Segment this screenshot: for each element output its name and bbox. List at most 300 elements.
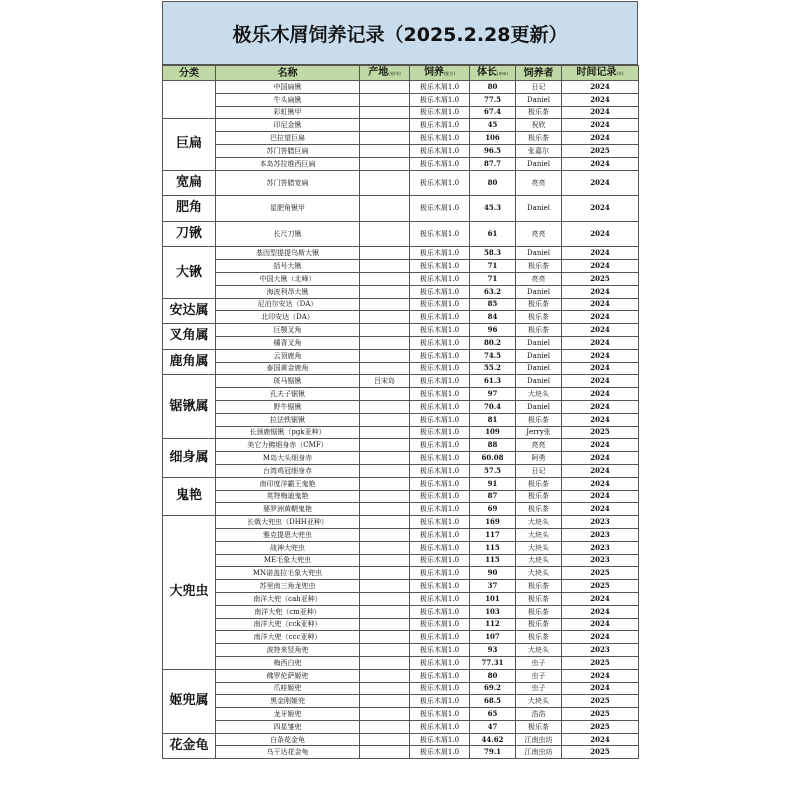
- keeper-cell: Daniel: [516, 196, 562, 222]
- name-cell: 佛罗伦萨姬兜: [216, 669, 360, 682]
- name-cell: 北印安达（DA）: [216, 311, 360, 324]
- category-cell: 刀锹: [163, 221, 216, 247]
- table-row: [163, 324, 639, 337]
- table-row: [163, 273, 639, 286]
- year-cell: 2024: [562, 733, 639, 746]
- name-cell: 南洋大兜（cah亚种）: [216, 592, 360, 605]
- year-cell: 2024: [562, 336, 639, 349]
- feed-cell: 极乐木屑1.0: [410, 580, 470, 593]
- name-cell: 孔夫子锯锹: [216, 388, 360, 401]
- category-cell: 安达属: [163, 298, 216, 324]
- keeper-cell: 日记: [516, 464, 562, 477]
- table-row: [163, 400, 639, 413]
- year-cell: 2024: [562, 400, 639, 413]
- table-row: [163, 720, 639, 733]
- name-cell: 括号大锹: [216, 260, 360, 273]
- header-keeper: 饲养者: [516, 66, 562, 81]
- length-cell: 45.3: [470, 196, 516, 222]
- name-cell: 白条花金龟: [216, 733, 360, 746]
- origin-cell: [360, 298, 410, 311]
- feed-cell: 极乐木屑1.0: [410, 426, 470, 439]
- length-cell: 69.2: [470, 682, 516, 695]
- table-row: [163, 631, 639, 644]
- name-cell: ME毛象大兜虫: [216, 554, 360, 567]
- year-cell: 2024: [562, 93, 639, 106]
- name-cell: 南洋大兜（ccc亚种）: [216, 631, 360, 644]
- year-cell: 2024: [562, 605, 639, 618]
- keeper-cell: 大块头: [516, 541, 562, 554]
- length-cell: 109: [470, 426, 516, 439]
- category-cell: 大锹: [163, 247, 216, 298]
- keeper-cell: 大块头: [516, 388, 562, 401]
- table-row: [163, 567, 639, 580]
- origin-cell: [360, 580, 410, 593]
- name-cell: 婆罗洲黄鞘鬼艳: [216, 503, 360, 516]
- length-cell: 57.5: [470, 464, 516, 477]
- keeper-cell: 极乐茶: [516, 580, 562, 593]
- origin-cell: [360, 311, 410, 324]
- feed-cell: 极乐木屑1.0: [410, 439, 470, 452]
- length-cell: 112: [470, 618, 516, 631]
- year-cell: 2024: [562, 221, 639, 247]
- feed-cell: 极乐木屑1.0: [410, 720, 470, 733]
- header-origin: 产地(省/市): [360, 66, 410, 81]
- year-cell: 2023: [562, 644, 639, 657]
- length-cell: 117: [470, 528, 516, 541]
- year-cell: 2024: [562, 324, 639, 337]
- year-cell: 2025: [562, 746, 639, 759]
- origin-cell: [360, 503, 410, 516]
- table-row: [163, 388, 639, 401]
- origin-cell: [360, 119, 410, 132]
- origin-cell: [360, 426, 410, 439]
- keeper-cell: 极乐茶: [516, 490, 562, 503]
- length-cell: 93: [470, 644, 516, 657]
- feed-cell: 极乐木屑1.0: [410, 554, 470, 567]
- origin-cell: [360, 196, 410, 222]
- table-row: [163, 656, 639, 669]
- origin-cell: [360, 362, 410, 375]
- table-row: [163, 413, 639, 426]
- origin-cell: [360, 81, 410, 94]
- length-cell: 87: [470, 490, 516, 503]
- origin-cell: [360, 260, 410, 273]
- feed-cell: 极乐木屑1.0: [410, 336, 470, 349]
- year-cell: 2025: [562, 656, 639, 669]
- keeper-cell: 虫子: [516, 669, 562, 682]
- keeper-cell: Daniel: [516, 349, 562, 362]
- feed-cell: 极乐木屑1.0: [410, 541, 470, 554]
- feed-cell: 极乐木屑1.0: [410, 388, 470, 401]
- feed-cell: 极乐木屑1.0: [410, 324, 470, 337]
- feed-cell: 极乐木屑1.0: [410, 311, 470, 324]
- name-cell: 梅西白兜: [216, 656, 360, 669]
- table-row: [163, 592, 639, 605]
- name-cell: 黑金刚姬兜: [216, 695, 360, 708]
- table-row: [163, 695, 639, 708]
- name-cell: M岛大头细身赤: [216, 452, 360, 465]
- feed-cell: 极乐木屑1.0: [410, 503, 470, 516]
- feed-cell: 极乐木屑1.0: [410, 682, 470, 695]
- length-cell: 47: [470, 720, 516, 733]
- feed-cell: 极乐木屑1.0: [410, 375, 470, 388]
- year-cell: 2024: [562, 106, 639, 119]
- table-row: [163, 605, 639, 618]
- table-row: [163, 528, 639, 541]
- feed-cell: 极乐木屑1.0: [410, 516, 470, 529]
- category-cell: 叉角属: [163, 324, 216, 350]
- name-cell: 爪哇姬兜: [216, 682, 360, 695]
- origin-cell: [360, 477, 410, 490]
- name-cell: 泰国黄金鹿角: [216, 362, 360, 375]
- name-cell: 本岛苏拉维西巨扁: [216, 157, 360, 170]
- name-cell: 彩虹锹甲: [216, 106, 360, 119]
- feed-cell: 极乐木屑1.0: [410, 464, 470, 477]
- name-cell: 牛头扁锹: [216, 93, 360, 106]
- table-row: [163, 196, 639, 222]
- year-cell: 2025: [562, 144, 639, 157]
- origin-cell: [360, 247, 410, 260]
- origin-cell: [360, 656, 410, 669]
- keeper-cell: 极乐茶: [516, 311, 562, 324]
- keeper-cell: 浩浩: [516, 708, 562, 721]
- year-cell: 2024: [562, 452, 639, 465]
- length-cell: 77.31: [470, 656, 516, 669]
- length-cell: 84: [470, 311, 516, 324]
- table-row: [163, 132, 639, 145]
- length-cell: 85: [470, 298, 516, 311]
- year-cell: 2024: [562, 285, 639, 298]
- origin-cell: [360, 273, 410, 286]
- origin-cell: [360, 324, 410, 337]
- table-row: [163, 298, 639, 311]
- category-cell: 花金龟: [163, 733, 216, 759]
- table-row: [163, 336, 639, 349]
- length-cell: 88: [470, 439, 516, 452]
- name-cell: 野牛锯锹: [216, 400, 360, 413]
- feed-cell: 极乐木屑1.0: [410, 298, 470, 311]
- feed-cell: 极乐木屑1.0: [410, 349, 470, 362]
- keeper-cell: Daniel: [516, 285, 562, 298]
- length-cell: 79.1: [470, 746, 516, 759]
- length-cell: 80: [470, 81, 516, 94]
- year-cell: 2024: [562, 618, 639, 631]
- length-cell: 71: [470, 273, 516, 286]
- table-row: [163, 708, 639, 721]
- year-cell: 2024: [562, 311, 639, 324]
- feed-cell: 极乐木屑1.0: [410, 644, 470, 657]
- feed-cell: 极乐木屑1.0: [410, 93, 470, 106]
- length-cell: 80.2: [470, 336, 516, 349]
- length-cell: 77.5: [470, 93, 516, 106]
- table-row: [163, 349, 639, 362]
- year-cell: 2025: [562, 580, 639, 593]
- origin-cell: [360, 554, 410, 567]
- keeper-cell: 极乐茶: [516, 324, 562, 337]
- year-cell: 2024: [562, 464, 639, 477]
- keeper-cell: 极乐茶: [516, 605, 562, 618]
- keeper-cell: 虫子: [516, 682, 562, 695]
- origin-cell: [360, 464, 410, 477]
- length-cell: 71: [470, 260, 516, 273]
- table-row: [163, 477, 639, 490]
- keeper-cell: 极乐茶: [516, 477, 562, 490]
- feed-cell: 极乐木屑1.0: [410, 618, 470, 631]
- feed-cell: 极乐木屑1.0: [410, 106, 470, 119]
- length-cell: 37: [470, 580, 516, 593]
- feed-cell: 极乐木屑1.0: [410, 362, 470, 375]
- table-row: [163, 503, 639, 516]
- table-row: [163, 106, 639, 119]
- keeper-cell: Daniel: [516, 157, 562, 170]
- origin-cell: [360, 336, 410, 349]
- feed-cell: 极乐木屑1.0: [410, 273, 470, 286]
- table-row: [163, 119, 639, 132]
- keeper-cell: 极乐茶: [516, 106, 562, 119]
- length-cell: 68.5: [470, 695, 516, 708]
- table-row: [163, 554, 639, 567]
- table-row: [163, 285, 639, 298]
- length-cell: 81: [470, 413, 516, 426]
- name-cell: 尼泊尔安达（DA）: [216, 298, 360, 311]
- category-cell: 巨扁: [163, 119, 216, 170]
- feed-cell: 极乐木屑1.0: [410, 656, 470, 669]
- feed-cell: 极乐木屑1.0: [410, 400, 470, 413]
- length-cell: 69: [470, 503, 516, 516]
- table-row: [163, 375, 639, 388]
- origin-cell: [360, 720, 410, 733]
- keeper-cell: Daniel: [516, 247, 562, 260]
- header-name: 名称: [216, 66, 360, 81]
- name-cell: 云顶鹿角: [216, 349, 360, 362]
- table-row: [163, 669, 639, 682]
- table-row: [163, 170, 639, 196]
- feed-cell: 极乐木屑1.0: [410, 695, 470, 708]
- table-row: [163, 682, 639, 695]
- records-table: [162, 65, 639, 759]
- name-cell: 南洋大兜（cck亚种）: [216, 618, 360, 631]
- keeper-cell: 阿勇: [516, 452, 562, 465]
- keeper-cell: Jerry张: [516, 426, 562, 439]
- feed-cell: 极乐木屑1.0: [410, 605, 470, 618]
- length-cell: 115: [470, 541, 516, 554]
- year-cell: 2024: [562, 413, 639, 426]
- name-cell: 橘背叉角: [216, 336, 360, 349]
- feed-cell: 极乐木屑1.0: [410, 119, 470, 132]
- name-cell: 巨颚叉角: [216, 324, 360, 337]
- length-cell: 58.3: [470, 247, 516, 260]
- name-cell: 拉法铁锯锹: [216, 413, 360, 426]
- name-cell: 长颈鹿锯锹（pgk亚种）: [216, 426, 360, 439]
- year-cell: 2024: [562, 592, 639, 605]
- keeper-cell: 张嘉尔: [516, 144, 562, 157]
- year-cell: 2023: [562, 554, 639, 567]
- feed-cell: 极乐木屑1.0: [410, 413, 470, 426]
- origin-cell: [360, 618, 410, 631]
- year-cell: 2024: [562, 631, 639, 644]
- table-row: [163, 81, 639, 94]
- header-category: 分类: [163, 66, 216, 81]
- length-cell: 90: [470, 567, 516, 580]
- feed-cell: 极乐木屑1.0: [410, 490, 470, 503]
- table-row: [163, 221, 639, 247]
- table-row: [163, 260, 639, 273]
- origin-cell: [360, 490, 410, 503]
- name-cell: 龙牙姬兜: [216, 708, 360, 721]
- origin-cell: [360, 157, 410, 170]
- origin-cell: [360, 106, 410, 119]
- year-cell: 2024: [562, 119, 639, 132]
- keeper-cell: 祝欣: [516, 119, 562, 132]
- category-cell: 鹿角属: [163, 349, 216, 375]
- length-cell: 107: [470, 631, 516, 644]
- name-cell: 乌干达花金龟: [216, 746, 360, 759]
- keeper-cell: 江南虫坊: [516, 746, 562, 759]
- name-cell: 长尺刀锹: [216, 221, 360, 247]
- keeper-cell: 虫子: [516, 656, 562, 669]
- length-cell: 70.4: [470, 400, 516, 413]
- length-cell: 60.08: [470, 452, 516, 465]
- year-cell: 2023: [562, 528, 639, 541]
- header-length: 体长(mm): [470, 66, 516, 81]
- year-cell: 2024: [562, 81, 639, 94]
- year-cell: 2025: [562, 426, 639, 439]
- length-cell: 55.2: [470, 362, 516, 375]
- length-cell: 63.2: [470, 285, 516, 298]
- keeper-cell: 极乐茶: [516, 503, 562, 516]
- name-cell: 巴拉望巨扁: [216, 132, 360, 145]
- keeper-cell: 极乐茶: [516, 592, 562, 605]
- keeper-cell: Daniel: [516, 362, 562, 375]
- feed-cell: 极乐木屑1.0: [410, 567, 470, 580]
- year-cell: 2023: [562, 541, 639, 554]
- length-cell: 87.7: [470, 157, 516, 170]
- name-cell: 星肥角锹甲: [216, 196, 360, 222]
- length-cell: 80: [470, 669, 516, 682]
- length-cell: 106: [470, 132, 516, 145]
- length-cell: 80: [470, 170, 516, 196]
- year-cell: 2024: [562, 170, 639, 196]
- length-cell: 74.5: [470, 349, 516, 362]
- records-body: [163, 81, 639, 759]
- table-row: [163, 311, 639, 324]
- origin-cell: [360, 733, 410, 746]
- keeper-cell: 极乐茶: [516, 413, 562, 426]
- table-row: [163, 452, 639, 465]
- name-cell: 美它力佛细身赤（CMF）: [216, 439, 360, 452]
- category-cell: 鬼艳: [163, 477, 216, 515]
- record-document: [162, 1, 638, 759]
- keeper-cell: 极乐茶: [516, 618, 562, 631]
- category-cell: [163, 81, 216, 119]
- category-cell: 锯锹属: [163, 375, 216, 439]
- keeper-cell: 大块头: [516, 567, 562, 580]
- year-cell: 2024: [562, 682, 639, 695]
- keeper-cell: Daniel: [516, 375, 562, 388]
- year-cell: 2025: [562, 695, 639, 708]
- feed-cell: 极乐木屑1.0: [410, 746, 470, 759]
- name-cell: MN诺盖拉毛象大兜虫: [216, 567, 360, 580]
- origin-cell: [360, 388, 410, 401]
- year-cell: 2024: [562, 349, 639, 362]
- table-row: [163, 733, 639, 746]
- keeper-cell: 亮亮: [516, 170, 562, 196]
- table-row: [163, 362, 639, 375]
- name-cell: 苏门答腊巨扁: [216, 144, 360, 157]
- keeper-cell: 亮亮: [516, 273, 562, 286]
- origin-cell: [360, 144, 410, 157]
- feed-cell: 极乐木屑1.0: [410, 247, 470, 260]
- origin-cell: [360, 708, 410, 721]
- feed-cell: 极乐木屑1.0: [410, 477, 470, 490]
- keeper-cell: 极乐茶: [516, 132, 562, 145]
- year-cell: 2024: [562, 298, 639, 311]
- category-cell: 肥角: [163, 196, 216, 222]
- origin-cell: [360, 605, 410, 618]
- keeper-cell: Daniel: [516, 400, 562, 413]
- name-cell: 波特来竖角兜: [216, 644, 360, 657]
- table-row: [163, 247, 639, 260]
- table-row: [163, 644, 639, 657]
- feed-cell: 极乐木屑1.0: [410, 631, 470, 644]
- table-row: [163, 464, 639, 477]
- origin-cell: [360, 567, 410, 580]
- feed-cell: 极乐木屑1.0: [410, 144, 470, 157]
- name-cell: 印尼金锹: [216, 119, 360, 132]
- keeper-cell: 大块头: [516, 528, 562, 541]
- name-cell: 长戟大兜虫（DHH亚种）: [216, 516, 360, 529]
- origin-cell: [360, 413, 410, 426]
- origin-cell: [360, 516, 410, 529]
- keeper-cell: 极乐茶: [516, 720, 562, 733]
- year-cell: 2024: [562, 260, 639, 273]
- name-cell: 战神大兜虫: [216, 541, 360, 554]
- origin-cell: [360, 285, 410, 298]
- year-cell: 2025: [562, 708, 639, 721]
- origin-cell: [360, 541, 410, 554]
- header-row: [163, 66, 639, 81]
- year-cell: 2025: [562, 567, 639, 580]
- keeper-cell: 大块头: [516, 644, 562, 657]
- table-row: [163, 618, 639, 631]
- category-cell: 细身属: [163, 439, 216, 477]
- origin-cell: 吕宋岛: [360, 375, 410, 388]
- name-cell: 基因型提提乌斯大锹: [216, 247, 360, 260]
- table-row: [163, 144, 639, 157]
- origin-cell: [360, 631, 410, 644]
- keeper-cell: 亮亮: [516, 439, 562, 452]
- category-cell: 宽扁: [163, 170, 216, 196]
- keeper-cell: 极乐茶: [516, 298, 562, 311]
- year-cell: 2024: [562, 388, 639, 401]
- length-cell: 97: [470, 388, 516, 401]
- keeper-cell: 极乐茶: [516, 631, 562, 644]
- feed-cell: 极乐木屑1.0: [410, 170, 470, 196]
- year-cell: 2024: [562, 375, 639, 388]
- feed-cell: 极乐木屑1.0: [410, 708, 470, 721]
- year-cell: 2024: [562, 362, 639, 375]
- length-cell: 96: [470, 324, 516, 337]
- keeper-cell: 日记: [516, 81, 562, 94]
- length-cell: 65: [470, 708, 516, 721]
- feed-cell: 极乐木屑1.0: [410, 81, 470, 94]
- keeper-cell: 大块头: [516, 554, 562, 567]
- feed-cell: 极乐木屑1.0: [410, 669, 470, 682]
- length-cell: 61: [470, 221, 516, 247]
- origin-cell: [360, 93, 410, 106]
- length-cell: 103: [470, 605, 516, 618]
- origin-cell: [360, 439, 410, 452]
